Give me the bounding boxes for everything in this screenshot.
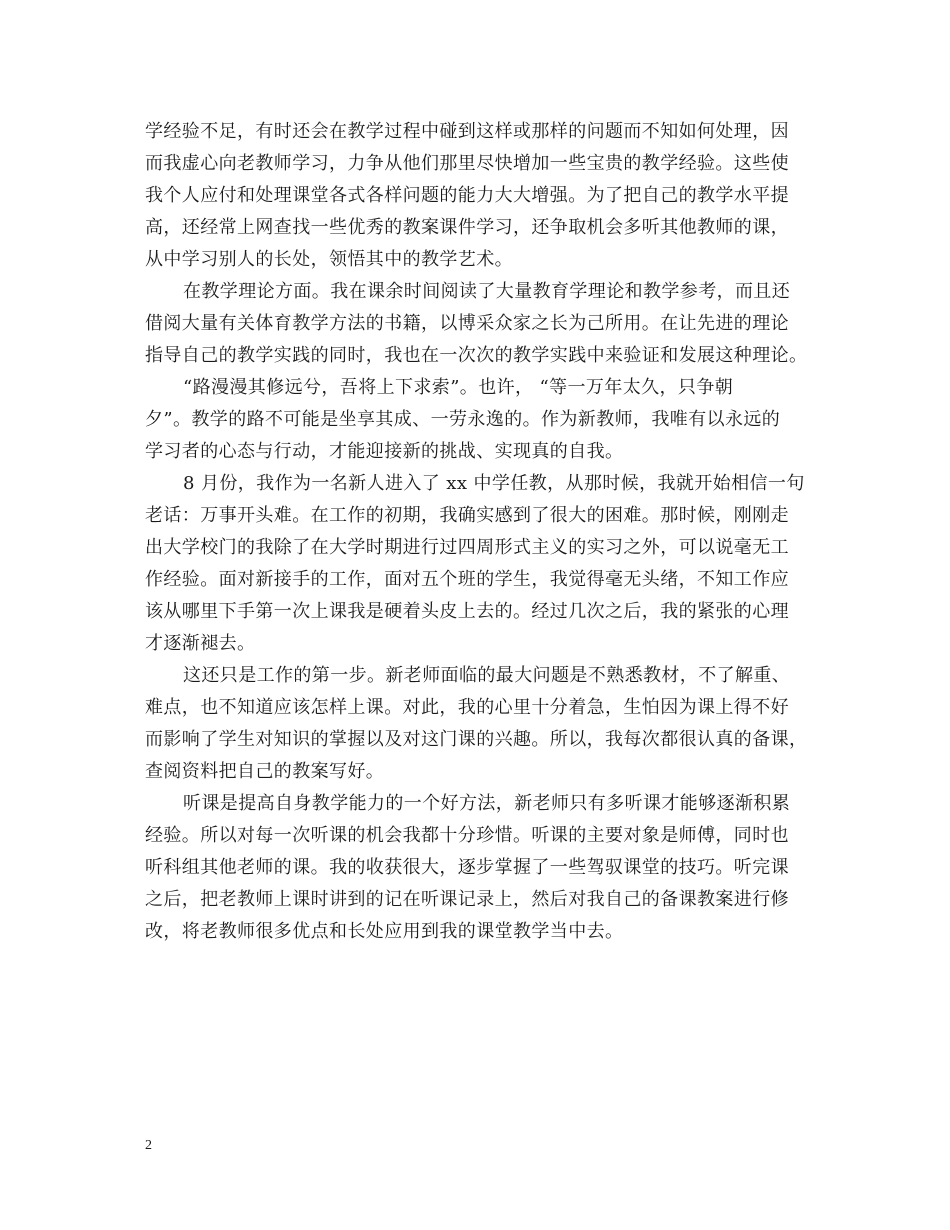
text-line: 夕”。教学的路不可能是坐享其成、一劳永逸的。作为新教师，我唯有以永远的 <box>145 409 781 430</box>
text-line: 听科组其他老师的课。我的收获很大，逐步掌握了一些驾驭课堂的技巧。听完课 <box>145 857 789 878</box>
text-line: 出大学校门的我除了在大学时期进行过四周形式主义的实习之外，可以说毫无工 <box>145 537 789 558</box>
text-line: 高，还经常上网查找一些优秀的教案课件学习，还争取机会多听其他教师的课， <box>145 217 789 238</box>
text-line: 从中学习别人的长处，领悟其中的教学艺术。 <box>145 249 513 270</box>
document-body <box>145 116 815 948</box>
text-line: 指导自己的教学实践的同时，我也在一次次的教学实践中来验证和发展这种理论。 <box>145 345 808 366</box>
text-line: 经验。所以对每一次听课的机会我都十分珍惜。听课的主要对象是师傅，同时也 <box>145 825 789 846</box>
text-line: 学习者的心态与行动，才能迎接新的挑战、实现真的自我。 <box>145 441 624 462</box>
text-line: 作经验。面对新接手的工作，面对五个班的学生，我觉得毫无头绪，不知工作应 <box>145 569 789 590</box>
text-line: 8 月份，我作为一名新人进入了 xx 中学任教，从那时候，我就开始相信一句 <box>183 473 805 494</box>
text-line: 难点，也不知道应该怎样上课。对此，我的心里十分着急，生怕因为课上得不好 <box>145 697 789 718</box>
text-line: “路漫漫其修远兮，吾将上下求索”。也许， “等一万年太久，只争朝 <box>183 377 734 398</box>
text-line: 之后，把老教师上课时讲到的记在听课记录上，然后对我自己的备课教案进行修 <box>145 889 789 910</box>
text-line: 才逐渐褪去。 <box>145 633 256 654</box>
text-line: 学经验不足，有时还会在教学过程中碰到这样或那样的问题而不知如何处理，因 <box>145 121 789 142</box>
text-line: 查阅资料把自己的教案写好。 <box>145 761 385 782</box>
text-line: 我个人应付和处理课堂各式各样问题的能力大大增强。为了把自己的教学水平提 <box>145 185 789 206</box>
text-line: 在教学理论方面。我在课余时间阅读了大量教育学理论和教学参考，而且还 <box>183 281 791 302</box>
text-line: 而影响了学生对知识的掌握以及对这门课的兴趣。所以，我每次都很认真的备课， <box>145 729 808 750</box>
page-number: 2 <box>145 1138 152 1153</box>
text-line: 改，将老教师很多优点和长处应用到我的课堂教学当中去。 <box>145 921 624 942</box>
text-line: 而我虚心向老教师学习，力争从他们那里尽快增加一些宝贵的教学经验。这些使 <box>145 153 789 174</box>
text-line: 借阅大量有关体育教学方法的书籍，以博采众家之长为己所用。在让先进的理论 <box>145 313 789 334</box>
text-line: 老话：万事开头难。在工作的初期，我确实感到了很大的困难。那时候，刚刚走 <box>145 505 789 526</box>
text-line: 这还只是工作的第一步。新老师面临的最大问题是不熟悉教材，不了解重、 <box>183 665 791 686</box>
text-line: 该从哪里下手第一次上课我是硬着头皮上去的。经过几次之后，我的紧张的心理 <box>145 601 789 622</box>
text-line: 听课是提高自身教学能力的一个好方法，新老师只有多听课才能够逐渐积累 <box>183 793 791 814</box>
